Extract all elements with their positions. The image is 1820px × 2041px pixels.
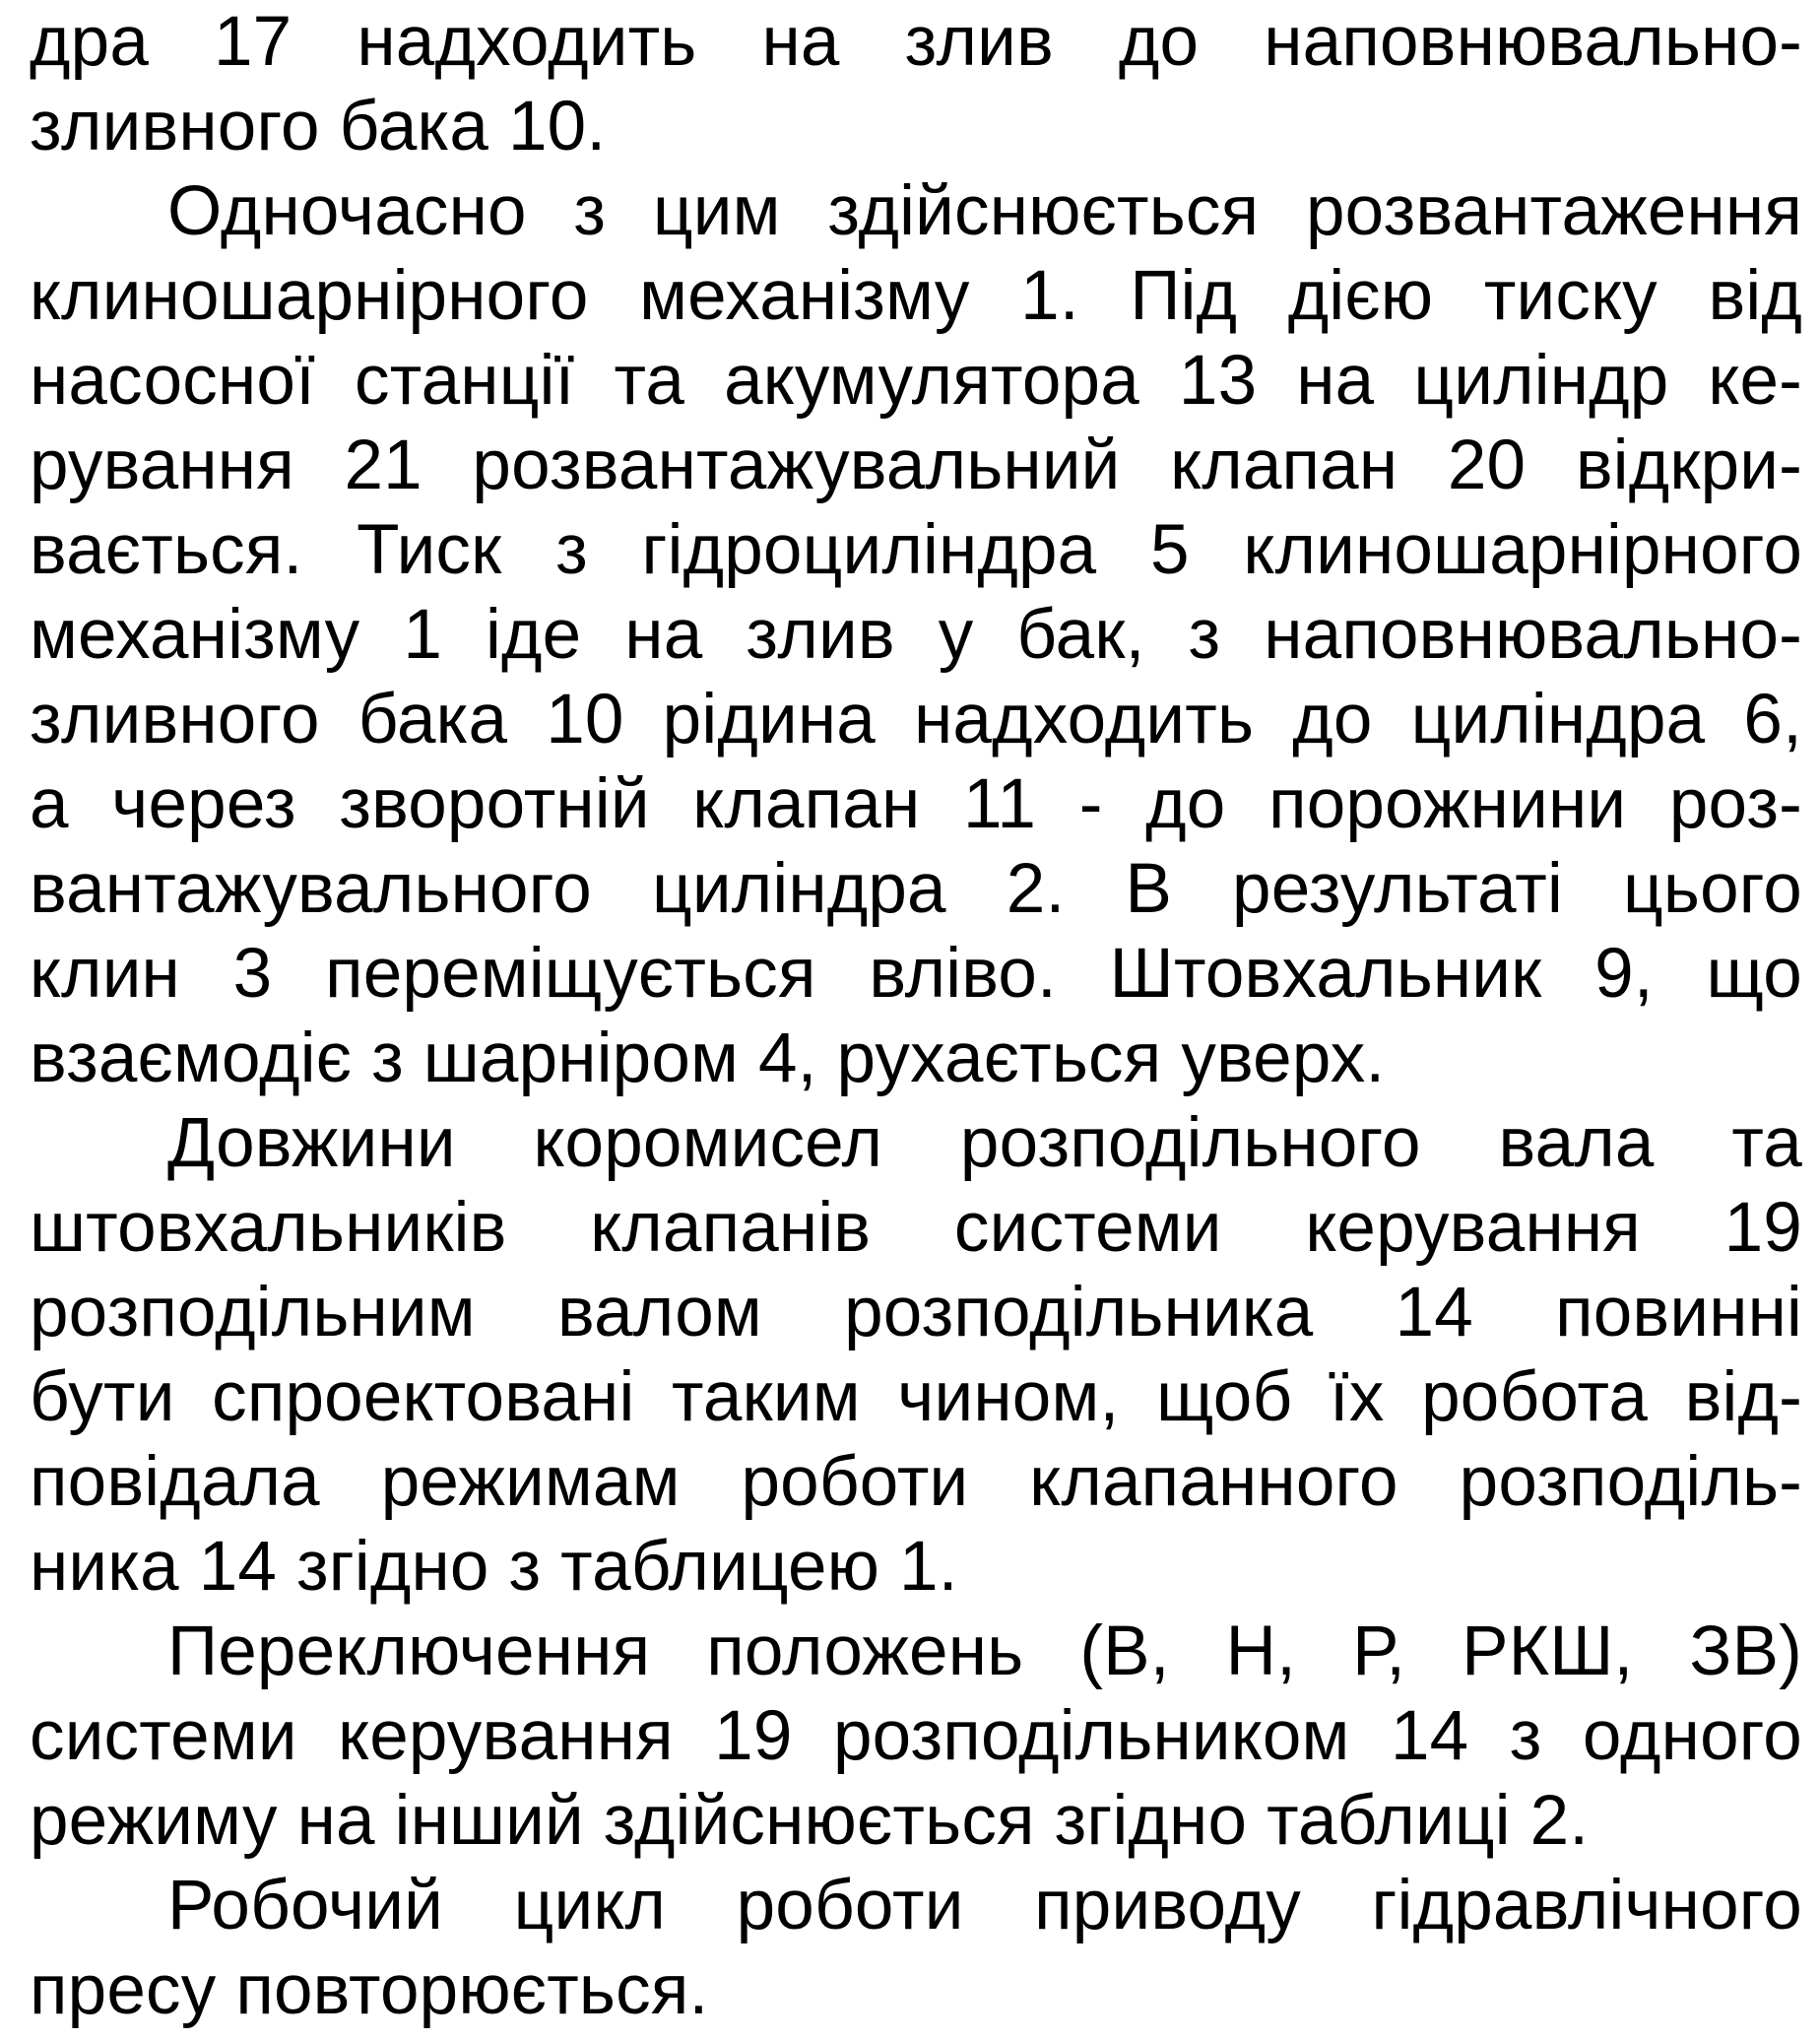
text-line: клин 3 переміщується вліво. Штовхальник 9, що bbox=[30, 935, 1802, 1013]
text-line: системи керування 19 розподільником 14 з одного bbox=[30, 1697, 1802, 1775]
document-page bbox=[30, 0, 1802, 2041]
text-line: зливного бака 10 рідина надходить до циліндра 6, bbox=[30, 681, 1802, 758]
text-line: розподільним валом розподільника 14 повинні bbox=[30, 1274, 1802, 1351]
text-line: дра 17 надходить на злив до наповнювально- bbox=[30, 3, 1802, 81]
text-line: насосної станції та акумулятора 13 на циліндр ке- bbox=[30, 342, 1802, 420]
text-line: пресу повторюється. bbox=[30, 1951, 709, 2029]
paragraph-start-line: Переключення положень (В, Н, Р, РКШ, ЗВ) bbox=[167, 1613, 1802, 1690]
text-line: вається. Тиск з гідроциліндра 5 клиношарнірного bbox=[30, 511, 1802, 589]
text-line: штовхальників клапанів системи керування 19 bbox=[30, 1189, 1802, 1267]
text-line: вантажувального циліндра 2. В результаті цього bbox=[30, 850, 1802, 928]
text-line: режиму на інший здійснюється згідно таблиці 2. bbox=[30, 1782, 1590, 1860]
text-line: клиношарнірного механізму 1. Під дією тиску від bbox=[30, 257, 1802, 335]
paragraph-start-line: Довжини коромисел розподільного вала та bbox=[167, 1104, 1802, 1182]
text-line: повідала режимам роботи клапанного розподіль- bbox=[30, 1443, 1802, 1521]
text-line: зливного бака 10. bbox=[30, 88, 607, 165]
paragraph-start-line: Робочий цикл роботи приводу гідравлічного bbox=[167, 1867, 1802, 1944]
text-line: взаємодіє з шарніром 4, рухається уверх. bbox=[30, 1020, 1386, 1097]
text-line: а через зворотній клапан 11 - до порожнини роз- bbox=[30, 765, 1802, 843]
text-line: механізму 1 іде на злив у бак, з наповнювально- bbox=[30, 596, 1802, 674]
text-line: ника 14 згідно з таблицею 1. bbox=[30, 1528, 958, 1606]
text-line: рування 21 розвантажувальний клапан 20 відкри- bbox=[30, 427, 1802, 504]
text-line: бути спроектовані таким чином, щоб їх робота від- bbox=[30, 1358, 1802, 1436]
paragraph-start-line: Одночасно з цим здійснюється розвантаження bbox=[167, 172, 1802, 250]
